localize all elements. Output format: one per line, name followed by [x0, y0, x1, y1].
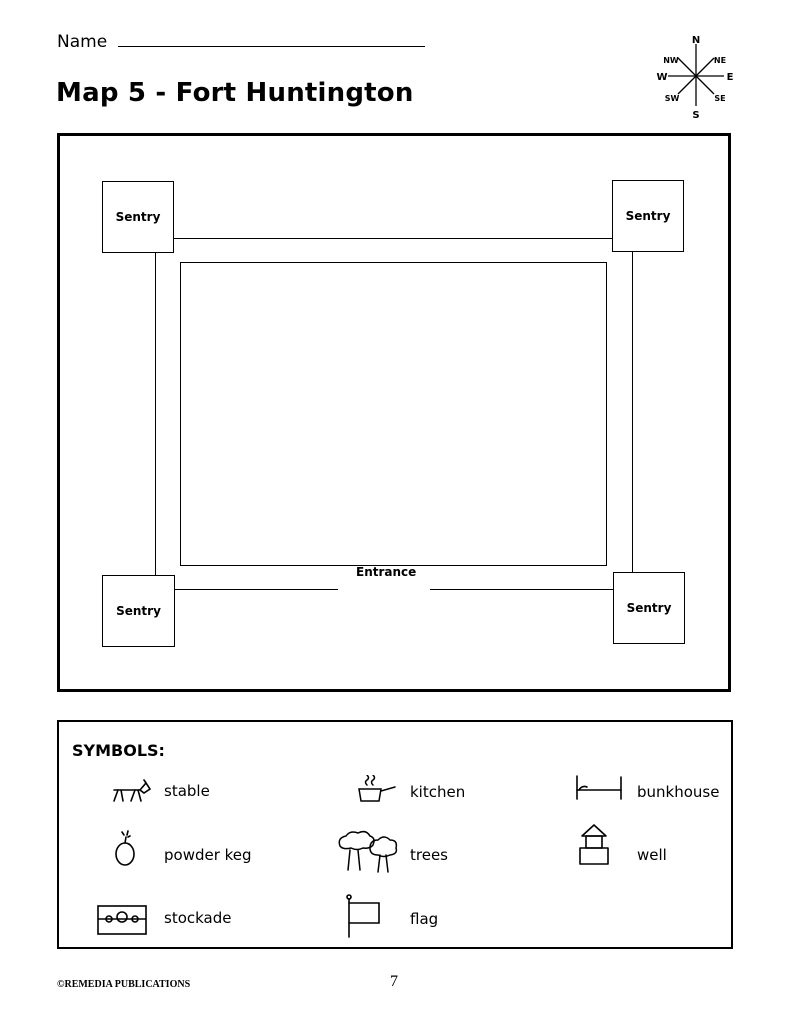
kitchen-icon — [355, 775, 399, 805]
legend-label-kitchen: kitchen — [410, 783, 466, 801]
sentry-label: Sentry — [625, 209, 671, 223]
page-title: Map 5 - Fort Huntington — [56, 78, 414, 108]
compass-n: N — [691, 35, 701, 46]
sentry-bottom-left[interactable] — [102, 575, 175, 647]
stable-icon — [110, 779, 154, 805]
sentry-top-right[interactable] — [612, 180, 684, 252]
trees-icon — [336, 830, 402, 874]
fort-yard[interactable] — [180, 262, 607, 566]
bunkhouse-icon — [574, 773, 624, 801]
legend-label-trees: trees — [410, 846, 448, 864]
publisher-credit: ©REMEDIA PUBLICATIONS — [57, 979, 191, 990]
legend-label-flag: flag — [410, 910, 439, 928]
page-number: 7 — [390, 973, 398, 990]
symbols-title: SYMBOLS: — [72, 741, 165, 760]
sentry-label: Sentry — [116, 604, 161, 618]
entrance-gap — [338, 583, 430, 595]
sentry-label: Sentry — [626, 601, 672, 615]
compass-w: W — [656, 72, 668, 83]
legend-label-stable: stable — [164, 782, 210, 800]
powder-keg-icon — [113, 827, 137, 867]
sentry-label: Sentry — [115, 210, 161, 224]
name-line[interactable] — [118, 46, 425, 47]
compass-se: SE — [714, 94, 726, 103]
sentry-bottom-right[interactable] — [613, 572, 685, 644]
sentry-top-left[interactable] — [102, 181, 174, 253]
compass-s: S — [692, 110, 700, 120]
compass-ne: NE — [713, 56, 727, 65]
well-icon — [577, 822, 611, 868]
compass-rose — [650, 32, 742, 120]
legend-label-stockade: stockade — [164, 909, 232, 927]
compass-e: E — [726, 72, 734, 83]
legend-label-well: well — [637, 846, 667, 864]
entrance-label: Entrance — [356, 565, 417, 579]
legend-label-bunkhouse: bunkhouse — [637, 783, 720, 801]
compass-sw: SW — [664, 94, 680, 103]
legend-label-powder-keg: powder keg — [164, 846, 252, 864]
flag-icon — [343, 893, 383, 939]
compass-nw: NW — [663, 56, 679, 65]
stockade-icon — [95, 903, 149, 937]
name-label: Name — [57, 32, 108, 52]
